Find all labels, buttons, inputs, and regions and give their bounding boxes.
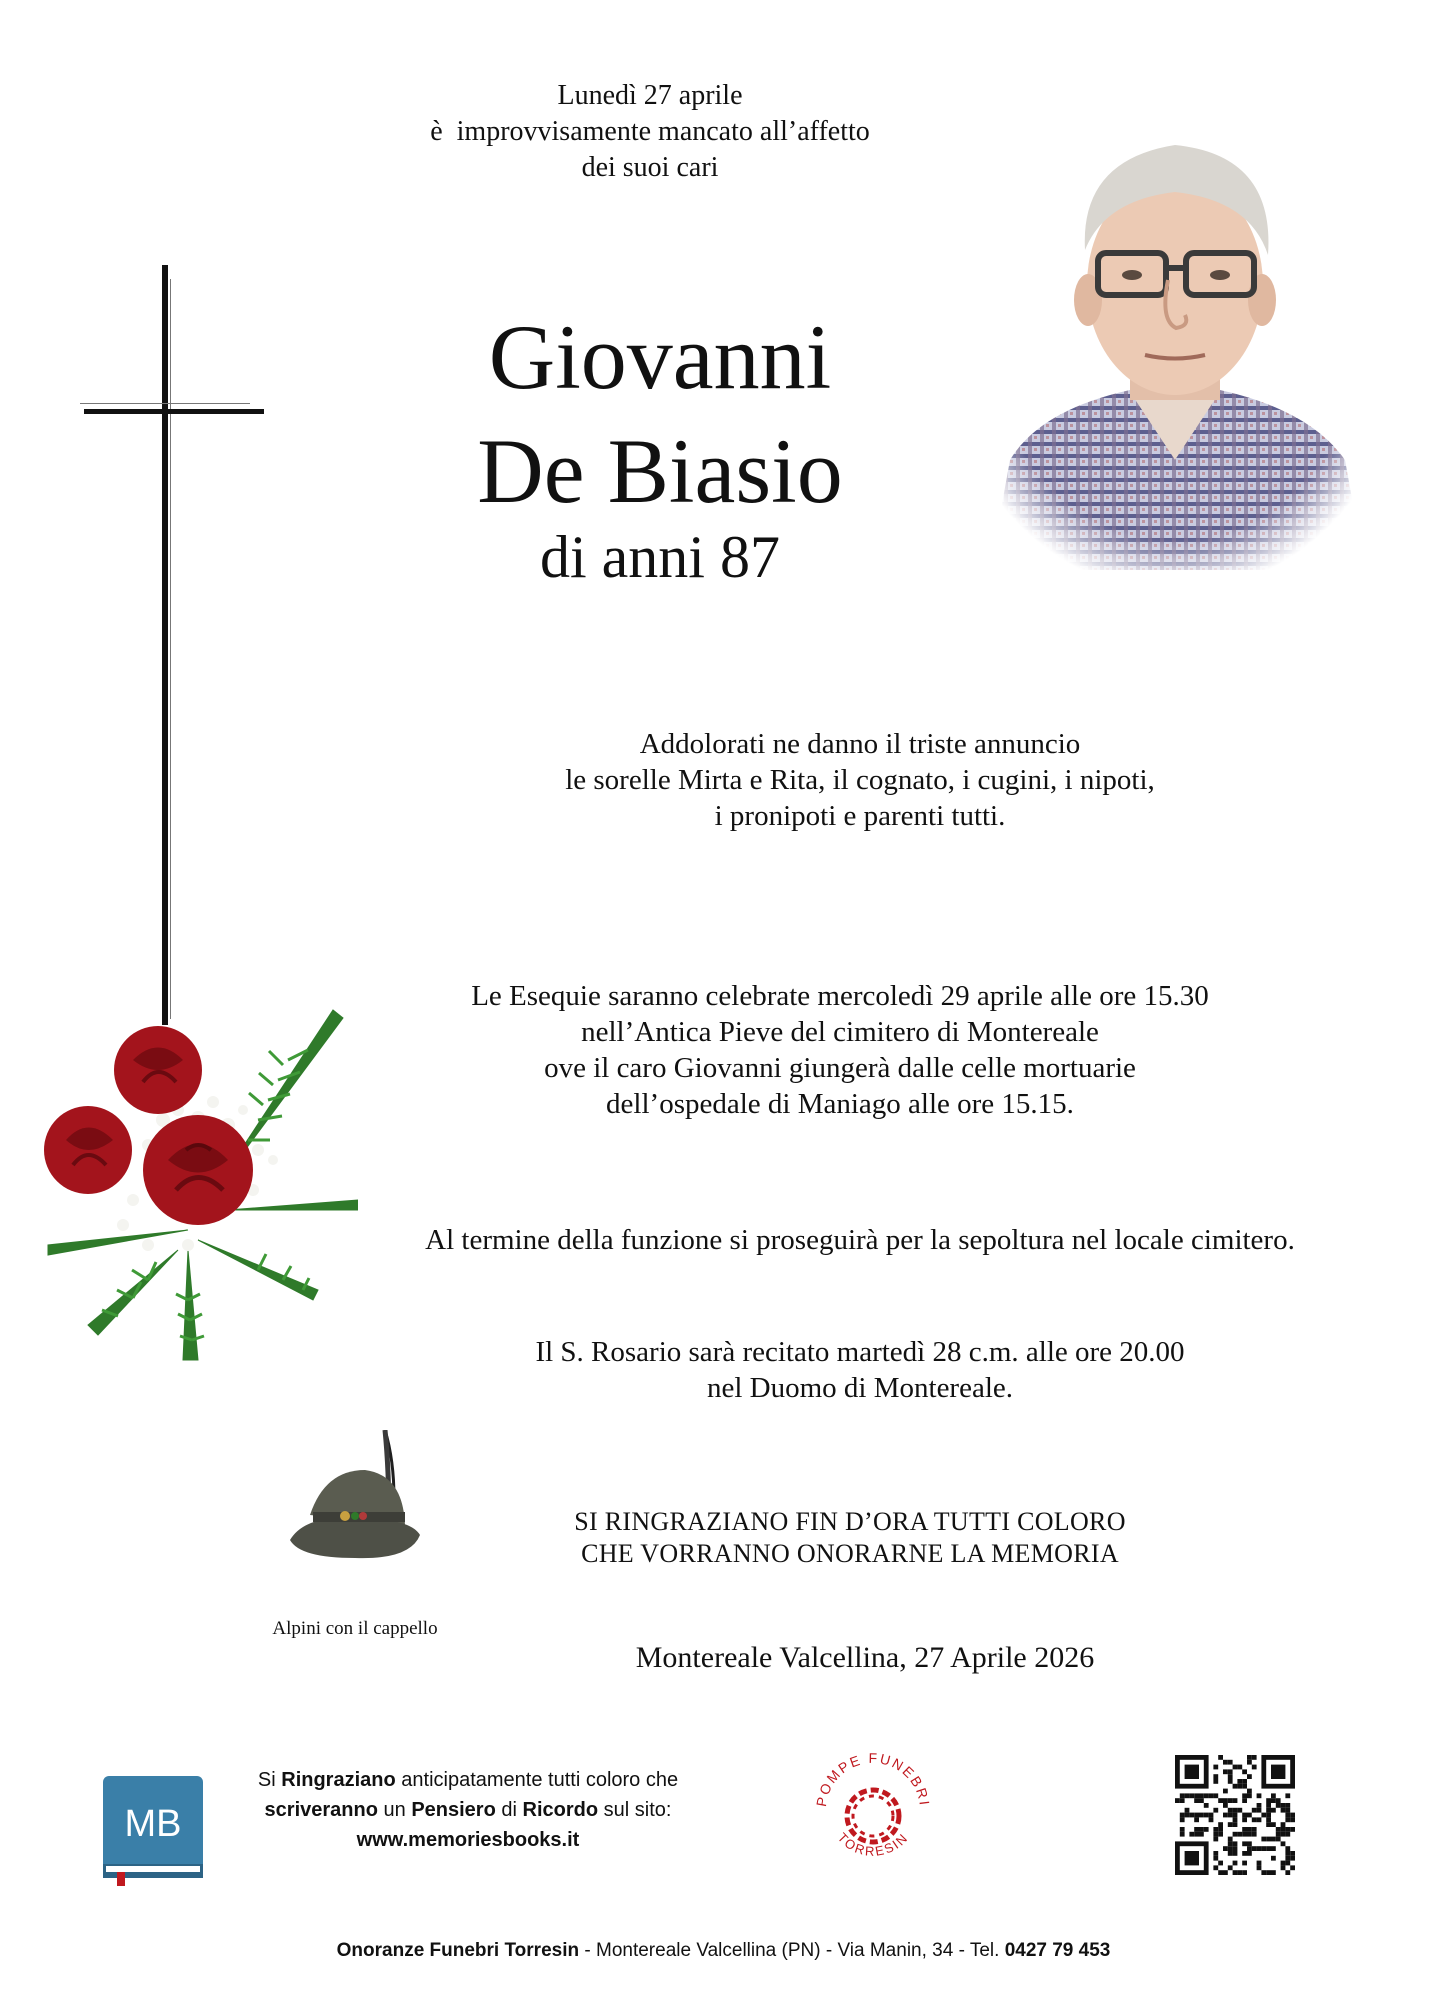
footer-phone: 0427 79 453 [1004, 1940, 1111, 1961]
rose-2 [44, 1106, 132, 1194]
pompe-funebri-torresin-logo [808, 1740, 938, 1870]
deceased-age: di anni 87 [540, 524, 780, 590]
qr-code[interactable] [1175, 1755, 1295, 1875]
announcement-line-1: Addolorati ne danno il triste annuncio [639, 728, 1081, 760]
funeral-line-2: nell’Antica Pieve del cimitero di Montereale [581, 1016, 1099, 1048]
funeral-text [380, 978, 1300, 1122]
intro-line-3: dei suoi cari [581, 152, 719, 183]
deceased-name [390, 300, 930, 528]
mb-line-1: Si Ringraziano anticipatamente tutti coloro che [257, 1769, 679, 1791]
torresin-top-text: POMPE FUNEBRI [812, 1749, 933, 1808]
burial-text: Al termine della funzione si proseguirà per la sepoltura nel locale cimitero. [425, 1224, 1295, 1256]
mb-line-2: scriveranno un Pensiero di Ricordo sul sito: [264, 1799, 672, 1821]
hat-caption: Alpini con il cappello [272, 1618, 438, 1639]
announcement-line-2: le sorelle Mirta e Rita, il cognato, i cugini, i nipoti, [565, 764, 1155, 796]
mb-logo-text: MB [124, 1803, 182, 1845]
roses-bouquet-icon [28, 1000, 358, 1370]
intro-text [340, 78, 960, 186]
memoriesbooks-logo[interactable] [103, 1776, 203, 1886]
cross-icon [70, 265, 270, 1030]
mb-url-link[interactable]: www.memoriesbooks.it [356, 1829, 580, 1851]
torresin-bottom-text: TORRESIN [834, 1829, 912, 1859]
alpini-hat-icon [285, 1430, 425, 1580]
thanks-line-2: CHE VORRANNO ONORARNE LA MEMORIA [581, 1539, 1119, 1568]
rosary-line-2: nel Duomo di Montereale. [706, 1372, 1014, 1404]
funeral-line-3: ove il caro Giovanni giungerà dalle celle mortuarie [544, 1052, 1136, 1084]
rosary-line-1: Il S. Rosario sarà recitato martedì 28 c.m. alle ore 20.00 [535, 1336, 1185, 1368]
last-name: De Biasio [477, 420, 843, 522]
announcement-text [470, 726, 1250, 834]
footer-address: - Montereale Valcellina (PN) - Via Manin, 34 - Tel. [579, 1940, 1005, 1961]
footer [150, 1940, 1297, 1962]
announcement-line-3: i pronipoti e parenti tutti. [714, 800, 1006, 832]
first-name: Giovanni [488, 306, 832, 408]
funeral-line-4: dell’ospedale di Maniago alle ore 15.15. [606, 1088, 1074, 1120]
footer-company: Onoranze Funebri Torresin [336, 1940, 580, 1961]
funeral-line-1: Le Esequie saranno celebrate mercoledì 29 aprile alle ore 15.30 [471, 980, 1209, 1012]
intro-line-2: è improvvisamente mancato all’affetto [430, 116, 870, 147]
place-date: Montereale Valcellina, 27 Aprile 2026 [635, 1641, 1095, 1674]
rosary-text [420, 1334, 1300, 1406]
thanks-line-1: SI RINGRAZIANO FIN D’ORA TUTTI COLORO [574, 1507, 1126, 1536]
portrait-photo [980, 130, 1370, 570]
rose-1 [114, 1026, 202, 1114]
intro-line-1: Lunedì 27 aprile [557, 80, 743, 111]
memoriesbooks-text [218, 1765, 718, 1855]
svg-text:TORRESIN [835, 1830, 912, 1859]
thanks-text [460, 1506, 1240, 1570]
rose-3 [143, 1115, 253, 1225]
svg-text:POMPE FUNEBRI [813, 1750, 933, 1808]
